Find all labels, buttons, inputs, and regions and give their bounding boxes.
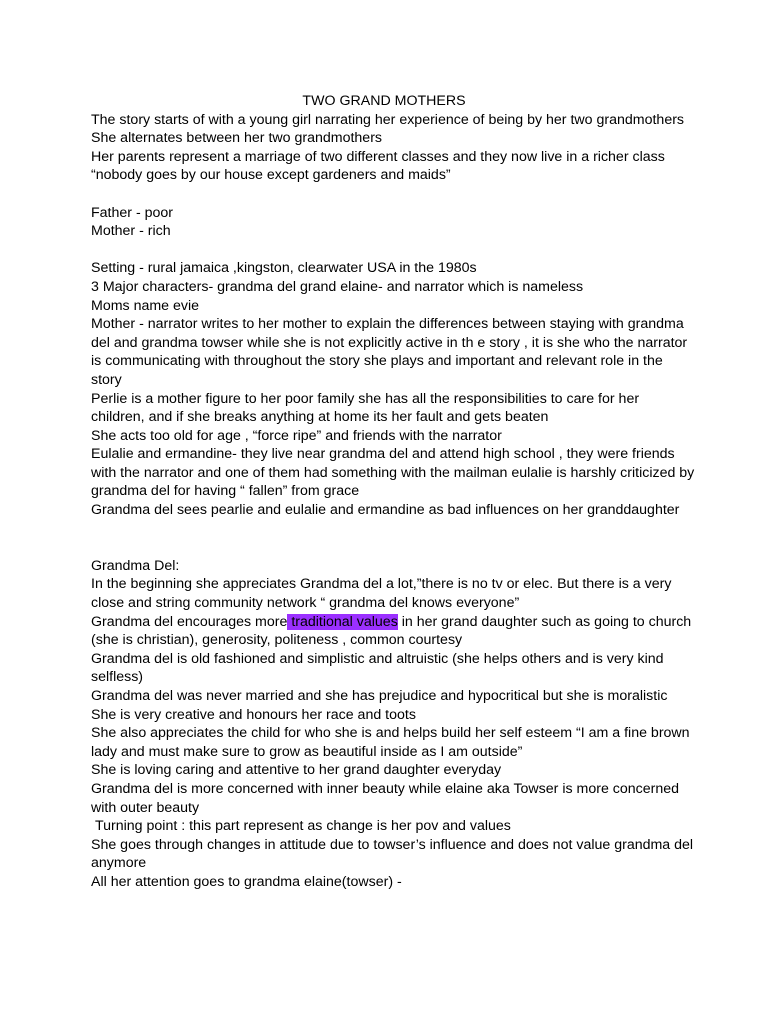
character-line: del and grandma towser while she is not explicitly active in th e story , it is she who the narrator (91, 334, 688, 351)
grandma-del-line: (she is christian), generosity, politeness , common courtesy (91, 632, 463, 649)
intro-line: Her parents represent a marriage of two different classes and they now live in a richer class (91, 148, 665, 165)
grandma-del-line: She is very creative and honours her race and toots (91, 706, 416, 723)
grandma-del-line: All her attention goes to grandma elaine(towser) - (91, 873, 402, 890)
values-line-start: Grandma del encourages more (91, 613, 288, 630)
blank-line (91, 520, 691, 557)
grandma-del-line: She also appreciates the child for who she is and helps build her self esteem “I am a fine brown (91, 725, 690, 742)
grandma-del-line: In the beginning she appreciates Grandma del a lot,”there is no tv or elec. But there is a very (91, 576, 672, 593)
character-line: is communicating with throughout the story she plays and important and relevant role in the (91, 353, 663, 370)
character-line: grandma del for having “ fallen” from grace (91, 483, 360, 500)
character-line: Setting - rural jamaica ,kingston, clearwater USA in the 1980s (91, 260, 477, 277)
character-line: with the narrator and one of them had something with the mailman eulalie is harshly criticized by (91, 464, 695, 481)
highlighted-text: traditional values (287, 613, 398, 630)
character-line: Eulalie and ermandine- they live near grandma del and attend high school , they were friends (91, 446, 675, 463)
grandma-del-line: She is loving caring and attentive to her grand daughter everyday (91, 762, 502, 779)
intro-line: “nobody goes by our house except gardeners and maids” (91, 167, 451, 184)
character-line: Moms name evie (91, 297, 200, 314)
character-line: Grandma del sees pearlie and eulalie and ermandine as bad influences on her granddaughter (91, 502, 680, 519)
document-title: TWO GRAND MOTHERS (302, 93, 466, 109)
character-line: Perlie is a mother figure to her poor family she has all the responsibilities to care for her (91, 390, 640, 407)
grandma-del-line: anymore (91, 855, 147, 872)
grandma-del-line: selfless) (91, 669, 144, 686)
grandma-del-line: lady and must make sure to grow as beautiful inside as I am outside” (91, 743, 523, 760)
intro-line: She alternates between her two grandmothers (91, 130, 383, 147)
values-line-end: in her grand daughter such as going to church (397, 613, 692, 630)
turning-point-line: Turning point : this part represent as change is her pov and values (95, 818, 511, 835)
grandma-del-line: with outer beauty (91, 799, 200, 816)
grandma-del-line: Grandma del was never married and she has prejudice and hypocritical but she is moralistic (91, 688, 668, 704)
character-line: Mother - narrator writes to her mother to explain the differences between staying with grandma (91, 316, 684, 333)
blank-line (91, 185, 691, 204)
grandma-del-line: close and string community network “ grandma del knows everyone” (91, 595, 520, 612)
parent-line: Father - poor (91, 204, 174, 221)
grandma-del-heading: Grandma Del: (91, 557, 180, 574)
character-line: She acts too old for age , “force ripe” and friends with the narrator (91, 427, 502, 444)
blank-line (91, 241, 691, 260)
parent-line: Mother - rich (91, 223, 171, 240)
character-line: 3 Major characters- grandma del grand elaine- and narrator which is nameless (91, 278, 584, 295)
grandma-del-line: Grandma del is old fashioned and simplistic and altruistic (she helps others and is very kind (91, 650, 664, 667)
grandma-del-line: She goes through changes in attitude due to towser’s influence and does not value grandma del (91, 836, 694, 853)
character-line: children, and if she breaks anything at home its her fault and gets beaten (91, 409, 549, 426)
intro-line: The story starts of with a young girl narrating her experience of being by her two grandmothers (91, 111, 685, 128)
grandma-del-line: Grandma del is more concerned with inner beauty while elaine aka Towser is more concerned (91, 780, 680, 797)
character-line: story (91, 371, 122, 388)
values-line (91, 613, 691, 632)
document-page (91, 92, 695, 892)
